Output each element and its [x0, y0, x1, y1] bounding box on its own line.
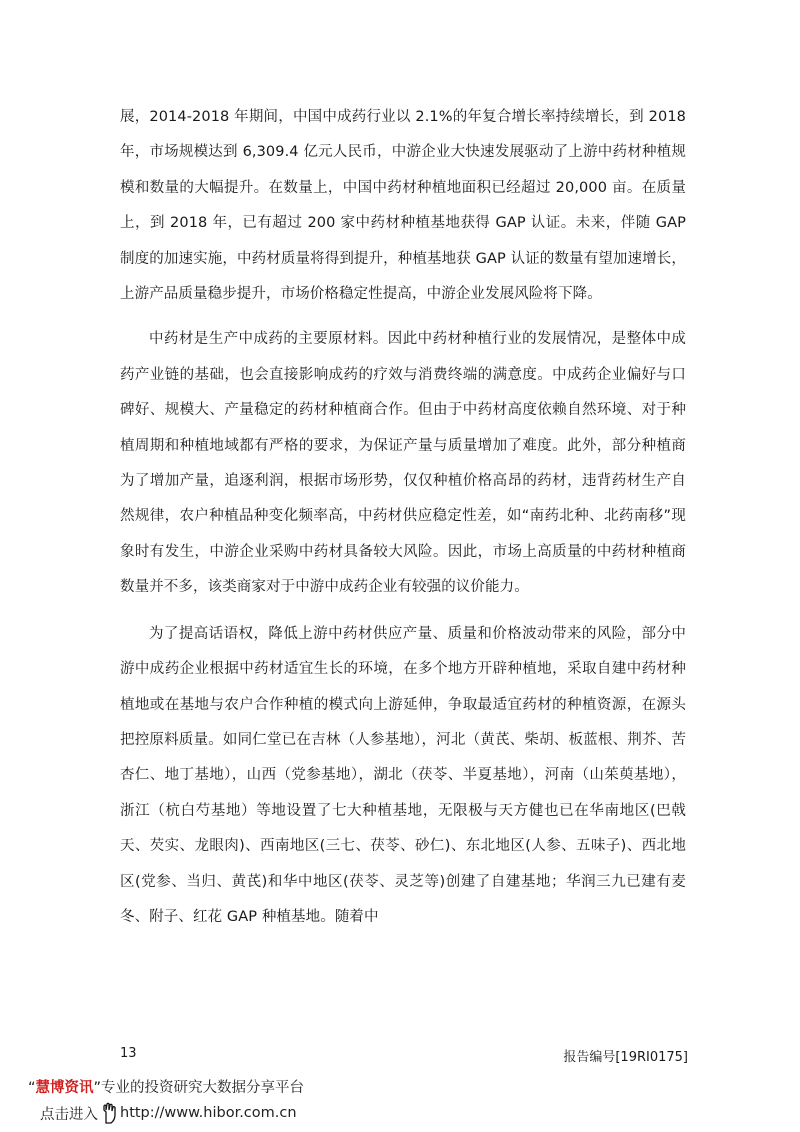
slogan-text: 专业的投资研究大数据分享平台	[101, 1080, 305, 1096]
pointing-hand-icon	[100, 1102, 118, 1124]
watermark-link	[40, 1102, 297, 1124]
website-link[interactable]: http://www.hibor.com.cn	[120, 1105, 297, 1121]
quote-open: “	[28, 1080, 36, 1096]
document-body	[120, 100, 686, 935]
enter-text: 点击进入	[40, 1106, 98, 1123]
paragraph: 为了提高话语权，降低上游中药材供应产量、质量和价格波动带来的风险，部分中游中成药企业根据中药材适宜生长的环境，在多个地方开辟种植地，采取自建中药材种植地或在基地与农户合作种植的模式向上游延伸，争取最适宜药材的种植资源，在源头把控原料质量。如同仁堂已在吉林（人参基地），河北（黄芪、柴胡、板蓝根、荆芥、苦杏仁、地丁基地），山西（党参基地），湖北（茯苓、半夏基地），河南（山茱萸基地），浙江（杭白芍基地）等地设置了七大种植基地，无限极与天方健也已在华南地区(巴戟天、芡实、龙眼肉)、西南地区(三七、茯苓、砂仁)、东北地区(人参、五味子)、西北地区(党参、当归、黄芪)和华中地区(茯苓、灵芝等)创建了自建基地；华润三九已建有麦冬、附子、红花 GAP 种植基地。随着中	[120, 625, 686, 925]
quote-close: ”	[93, 1080, 102, 1096]
watermark-slogan	[28, 1076, 304, 1097]
paragraph: 中药材是生产中成药的主要原材料。因此中药材种植行业的发展情况，是整体中成药产业链的基础，也会直接影响成药的疗效与消费终端的满意度。中成药企业偏好与口碑好、规模大、产量稳定的药材种植商合作。但由于中药材高度依赖自然环境、对于种植周期和种植地域都有严格的要求，为保证产量与质量增加了难度。此外，部分种植商为了增加产量，追逐利润，根据市场形势，仅仅种植价格高昂的药材，违背药材生产自然规律，农户种植品种变化频率高，中药材供应稳定性差，如“南药北种、北药南移”现象时有发生，中游企业采购中药材具备较大风险。因此，市场上高质量的中药材种植商数量并不多，该类商家对于中游中成药企业有较强的议价能力。	[120, 331, 686, 596]
page-number: 13	[120, 1046, 137, 1061]
report-number: 报告编号[19RI0175]	[563, 1050, 688, 1065]
paragraph: 展，2014-2018 年期间，中国中成药行业以 2.1%的年复合增长率持续增长，到 2018 年，市场规模达到 6,309.4 亿元人民币，中游企业大快速发展驱动了上游中药材种植规模和数量的大幅提升。在数量上，中国中药材种植地面积已经超过 20,000 亩。在质量上，到 2018 年，已有超过 200 家中药材种植基地获得 GAP 认证。未来，伴随 GAP 制度的加速实施，中药材质量将得到提升，种植基地获 GAP 认证的数量有望加速增长，上游产品质量稳步提升，市场价格稳定性提高，中游企业发展风险将下降。	[120, 109, 686, 303]
brand-name: 慧博资讯	[35, 1080, 94, 1096]
